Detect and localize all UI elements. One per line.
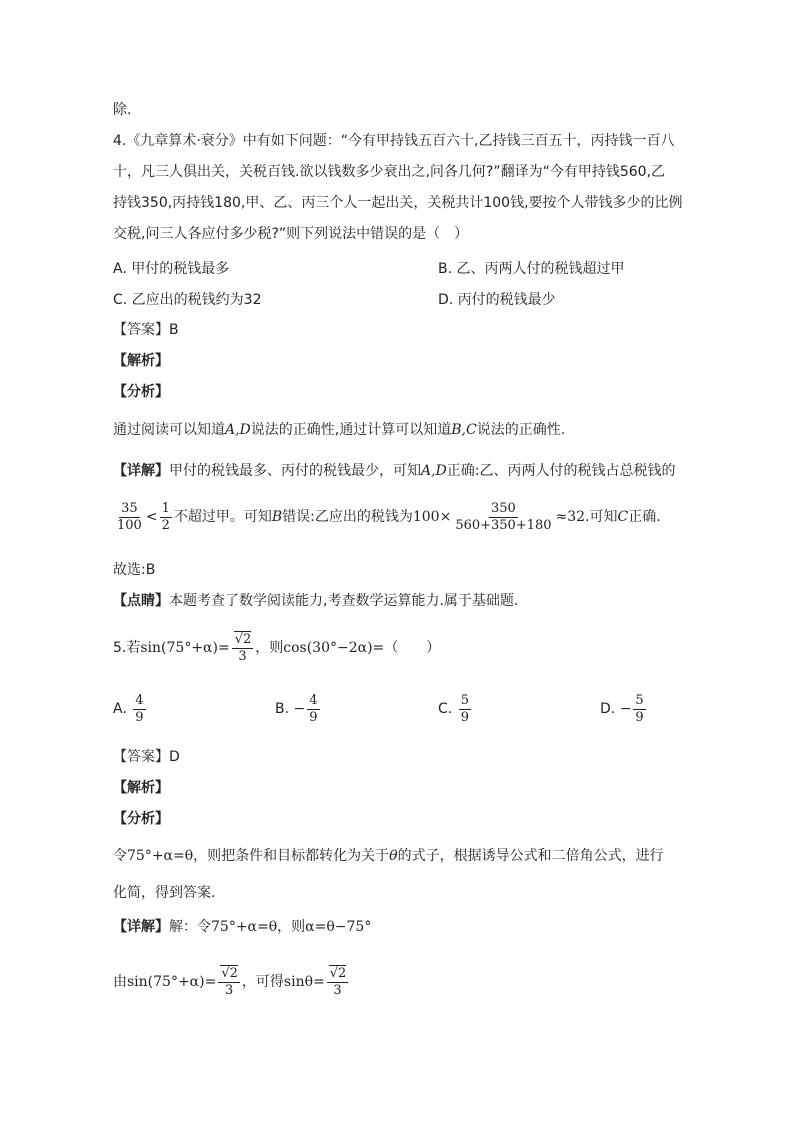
fraction: $\frac{350}{560+350+180}$: [455, 500, 552, 533]
breakdown-text: 令75°+α=θ，则把条件和目标都转化为关于θ的式子，根据诱导公式和二倍角公式，进行: [113, 848, 664, 864]
detail-line-2: 由sin(75°+α)= $\frac{√2}{3}$ ，可得sinθ= $\frac{√2}{3}$: [113, 965, 347, 998]
comment-line: 【点睛】本题考查了数学阅读能力,考查数学运算能力.属于基础题.: [113, 593, 519, 609]
q5-option-a: A. $\frac{4}{9}$: [113, 692, 144, 725]
text-line: 除.: [113, 102, 132, 118]
answer-label: 【答案】D: [113, 749, 180, 765]
option-d: D. 丙付的税钱最少: [438, 292, 556, 308]
detail-line-1: 【详解】解：令75°+α=θ，则α=θ−75°: [113, 919, 372, 935]
breakdown-heading: 【分析】: [113, 384, 169, 400]
breakdown-text: 通过阅读可以知道A,D说法的正确性,通过计算可以知道B,C说法的正确性.: [113, 422, 566, 438]
question-4-stem-line: 十，凡三人俱出关，关税百钱.欲以钱数多少衰出之,问各几何?”翻译为“今有甲持钱560,乙: [113, 164, 666, 180]
analysis-heading: 【解析】: [113, 353, 169, 369]
detail-line-1: 【详解】甲付的税钱最多、丙付的税钱最少，可知A,D正确:乙、丙两人付的税钱占总税钱的: [113, 463, 676, 479]
question-4-stem-line: 持钱350,丙持钱180,甲、乙、丙三个人一起出关，关税共计100钱,要按个人带钱多少的比例: [113, 195, 683, 211]
option-b: B. 乙、丙两人付的税钱超过甲: [438, 261, 625, 277]
fraction: $\frac{4}{9}$: [309, 692, 318, 725]
question-4-stem-line: 交税,问三人各应付多少税?”则下列说法中错误的是（ ）: [113, 226, 469, 242]
fraction: $\frac{√2}{3}$: [327, 966, 349, 999]
fraction: $\frac{35}{100}$: [117, 500, 142, 533]
option-a: A. 甲付的税钱最多: [113, 261, 230, 277]
answer-label: 【答案】B: [113, 322, 179, 338]
q5-option-d: D. − $\frac{5}{9}$: [600, 692, 644, 725]
fraction: $\frac{5}{9}$: [635, 692, 644, 725]
option-c: C. 乙应出的税钱约为32: [113, 292, 262, 308]
question-4-stem-line: 4.《九章算术·衰分》中有如下问题：“今有甲持钱五百六十,乙持钱三百五十，丙持钱一百八: [113, 133, 675, 149]
fraction: $\frac{1}{2}$: [161, 500, 170, 533]
detail-line-2: $\frac{35}{100}$ < $\frac{1}{2}$ 不超过甲。可知B错误:乙应出的税钱为100× $\frac{350}{560+350+180}$ ≈32.可知C正确.: [117, 500, 661, 533]
fraction: $\frac{√2}{3}$: [218, 966, 240, 999]
fraction: $\frac{5}{9}$: [460, 692, 469, 725]
question-5-stem: 5.若sin(75°+α)= $\frac{√2}{3}$ ，则cos(30°−2α)=（ ）: [113, 631, 441, 664]
fraction: $\frac{√2}{3}$: [232, 632, 254, 665]
fraction: $\frac{4}{9}$: [135, 692, 144, 725]
breakdown-heading: 【分析】: [113, 811, 169, 827]
analysis-heading: 【解析】: [113, 780, 169, 796]
q5-option-b: B. − $\frac{4}{9}$: [275, 692, 318, 725]
choice-summary: 故选:B: [113, 562, 156, 578]
q5-option-c: C. $\frac{5}{9}$: [438, 692, 469, 725]
breakdown-text: 化简，得到答案.: [113, 885, 216, 901]
